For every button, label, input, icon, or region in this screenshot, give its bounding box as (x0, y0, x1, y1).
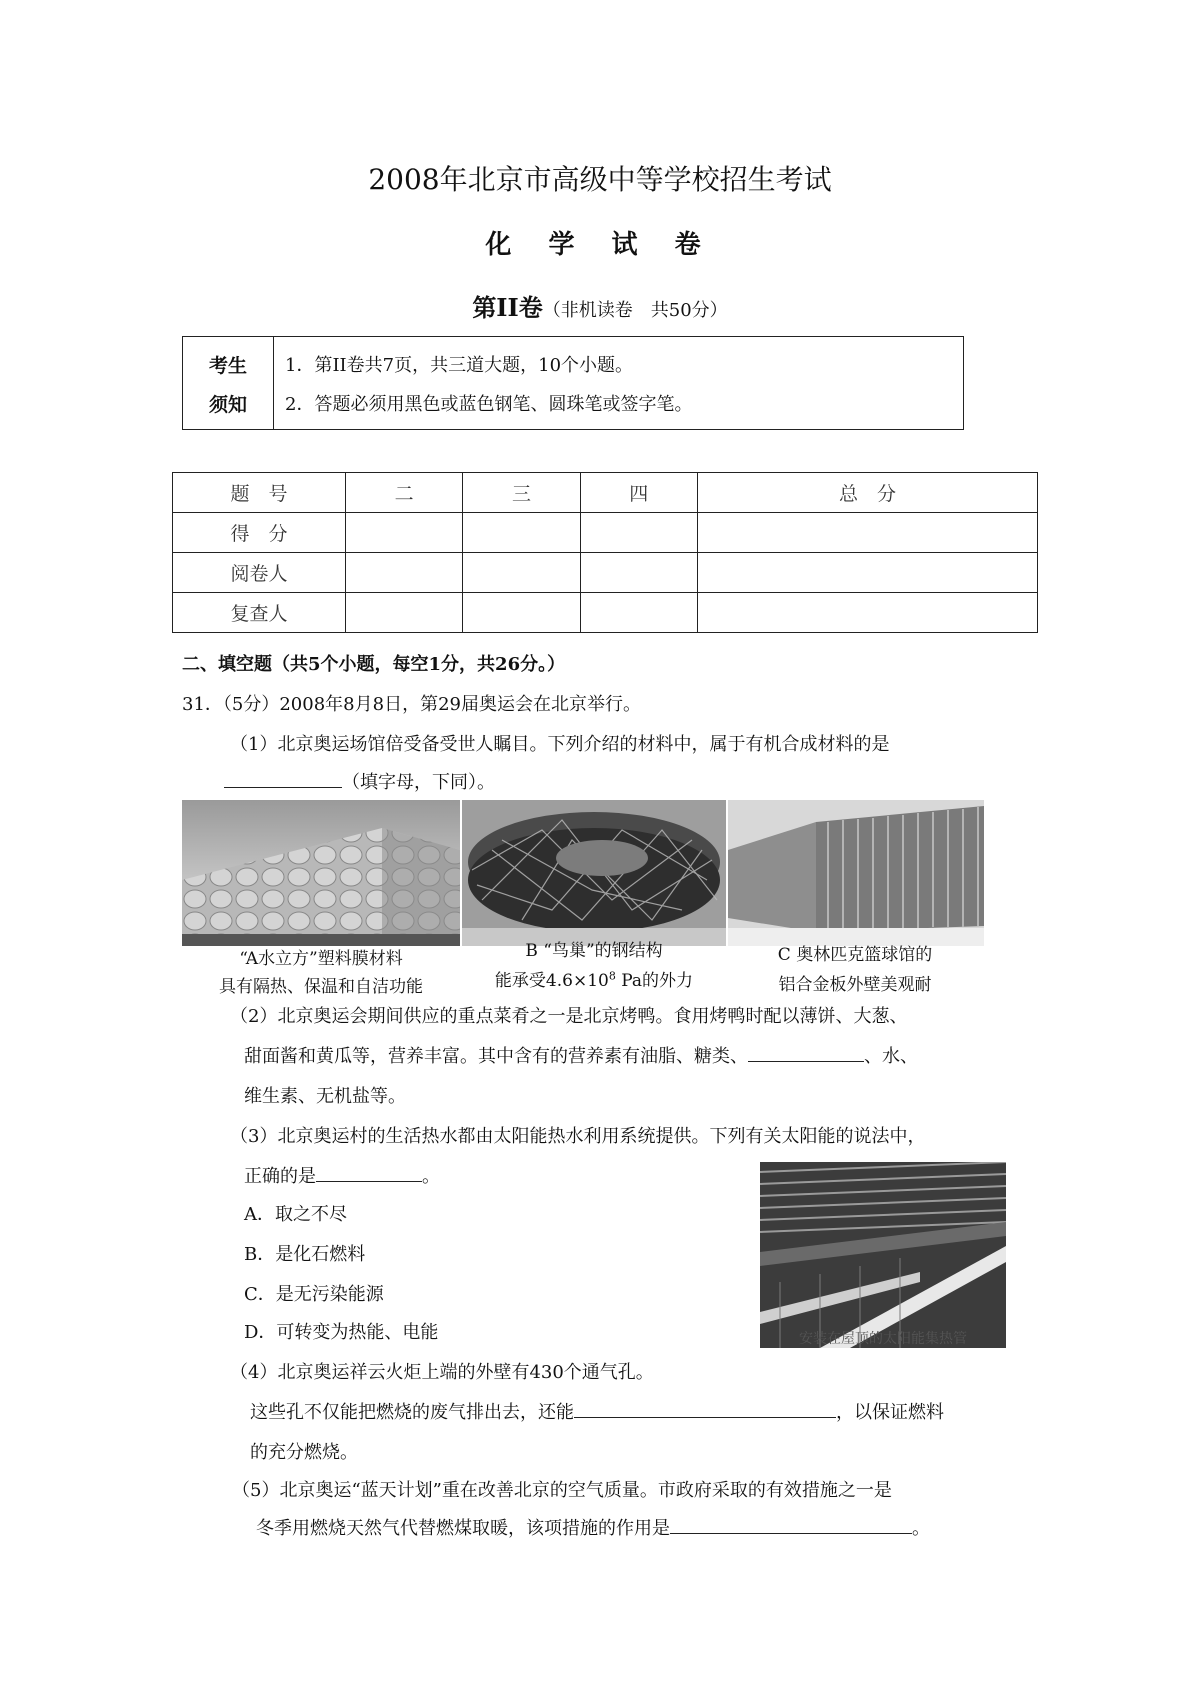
part-sub: （非机读卷 共50分） (542, 300, 728, 321)
caption-b-line1: B “鸟巢”的钢结构 (525, 941, 663, 961)
part-main: 第II卷 (472, 293, 543, 322)
table-header-cell: 二 (346, 473, 463, 513)
caption-c-line1: C 奥林匹克篮球馆的 (777, 945, 933, 965)
score-cell[interactable] (580, 513, 697, 553)
score-cell[interactable] (580, 553, 697, 593)
q31-part4-line1: （4）北京奥运祥云火炬上端的外壁有430个通气孔。 (230, 1362, 654, 1383)
q31-part4-line2-post: ，以保证燃料 (836, 1402, 944, 1423)
q31-part2-line1: （2）北京奥运会期间供应的重点菜肴之一是北京烤鸭。食用烤鸭时配以薄饼、大葱、 (230, 1006, 908, 1027)
option-b: B．是化石燃料 (244, 1244, 366, 1265)
row-label: 得 分 (173, 513, 346, 553)
answer-blank[interactable] (670, 1515, 912, 1534)
caption-b-pre: 能承受4.6×10 (494, 971, 609, 991)
q31-part1-line1: （1）北京奥运场馆倍受备受世人瞩目。下列介绍的材料中，属于有机合成材料的是 (230, 734, 890, 755)
exam-title: 2008年北京市高级中等学校招生考试 (368, 163, 832, 196)
section-heading: 二、填空题（共5个小题，每空1分，共26分。） (182, 654, 566, 675)
answer-blank[interactable] (316, 1163, 422, 1182)
table-row (173, 553, 1038, 593)
option-c: C．是无污染能源 (244, 1284, 384, 1305)
score-cell[interactable] (697, 513, 1037, 553)
table-row (173, 593, 1038, 633)
score-cell[interactable] (346, 513, 463, 553)
score-cell[interactable] (697, 553, 1037, 593)
candidate-notice-box (182, 336, 964, 430)
option-a: A．取之不尽 (244, 1204, 347, 1225)
caption-b-line2 (462, 966, 726, 991)
table-header-cell: 三 (463, 473, 580, 513)
basketball-arena-photo (728, 800, 984, 946)
solar-caption: 安装在屋顶的太阳能集热管 (799, 1331, 967, 1347)
table-header-cell: 总 分 (697, 473, 1037, 513)
caption-c-line2: 铝合金板外壁美观耐 (778, 975, 932, 995)
score-cell[interactable] (463, 593, 580, 633)
score-cell[interactable] (346, 593, 463, 633)
q31-part3-line2-post: 。 (422, 1166, 440, 1187)
q31-part1-suffix: （填字母，下同）。 (342, 772, 495, 793)
notice-item-1: 1．第II卷共7页，共三道大题，10个小题。 (285, 355, 634, 376)
table-header-cell: 题 号 (173, 473, 346, 513)
notice-item-2: 2．答题必须用黑色或蓝色钢笔、圆珠笔或签字笔。 (285, 394, 693, 415)
notice-label (183, 337, 274, 429)
score-cell[interactable] (580, 593, 697, 633)
subject-title: 化 学 试 卷 (485, 230, 715, 260)
q31-part5-line2-post: 。 (912, 1518, 930, 1539)
q31-part1-line2 (224, 768, 495, 794)
score-cell[interactable] (697, 593, 1037, 633)
q31-part2-line2-post: 、水、 (864, 1046, 918, 1067)
part-title (0, 288, 1200, 323)
answer-blank[interactable] (748, 1043, 864, 1062)
q31-part3-line2 (244, 1162, 440, 1188)
water-cube-photo (182, 800, 460, 946)
q31-part4-line2-pre: 这些孔不仅能把燃烧的废气排出去，还能 (250, 1402, 574, 1423)
q31-intro: 31．（5分）2008年8月8日，第29届奥运会在北京举行。 (182, 694, 641, 715)
answer-blank[interactable] (574, 1399, 836, 1418)
q31-part2-line2-pre: 甜面酱和黄瓜等，营养丰富。其中含有的营养素有油脂、糖类、 (244, 1046, 748, 1067)
solar-collector-photo (760, 1162, 1006, 1348)
score-cell[interactable] (463, 553, 580, 593)
table-header-cell: 四 (580, 473, 697, 513)
q31-part3-line1: （3）北京奥运村的生活热水都由太阳能热水利用系统提供。下列有关太阳能的说法中， (230, 1126, 926, 1147)
q31-part4-line3: 的充分燃烧。 (250, 1442, 358, 1463)
notice-label-line1: 考生 (208, 355, 247, 377)
row-label: 复查人 (173, 593, 346, 633)
caption-a-line2: 具有隔热、保温和自洁功能 (219, 977, 423, 997)
table-row (173, 513, 1038, 553)
q31-part2-line2 (244, 1042, 918, 1068)
caption-a-line1: “A水立方”塑料膜材料 (239, 949, 403, 969)
q31-part2-line3: 维生素、无机盐等。 (244, 1086, 406, 1107)
caption-b-post: Pa的外力 (615, 971, 694, 991)
option-d: D．可转变为热能、电能 (244, 1322, 439, 1343)
score-cell[interactable] (346, 553, 463, 593)
answer-blank[interactable] (224, 769, 342, 788)
score-cell[interactable] (463, 513, 580, 553)
q31-part5-line1: （5）北京奥运“蓝天计划”重在改善北京的空气质量。市政府采取的有效措施之一是 (232, 1480, 892, 1501)
score-table (172, 472, 1038, 633)
q31-part5-line2-pre: 冬季用燃烧天然气代替燃煤取暖，该项措施的作用是 (256, 1518, 670, 1539)
caption-b-exponent: 8 (608, 969, 616, 983)
row-label: 阅卷人 (173, 553, 346, 593)
q31-part3-line2-pre: 正确的是 (244, 1166, 316, 1187)
birds-nest-photo (462, 800, 726, 946)
q31-part5-line2 (256, 1514, 930, 1540)
q31-part4-line2 (250, 1398, 944, 1424)
score-table-header-row (173, 473, 1038, 513)
notice-label-line2: 须知 (208, 394, 247, 416)
